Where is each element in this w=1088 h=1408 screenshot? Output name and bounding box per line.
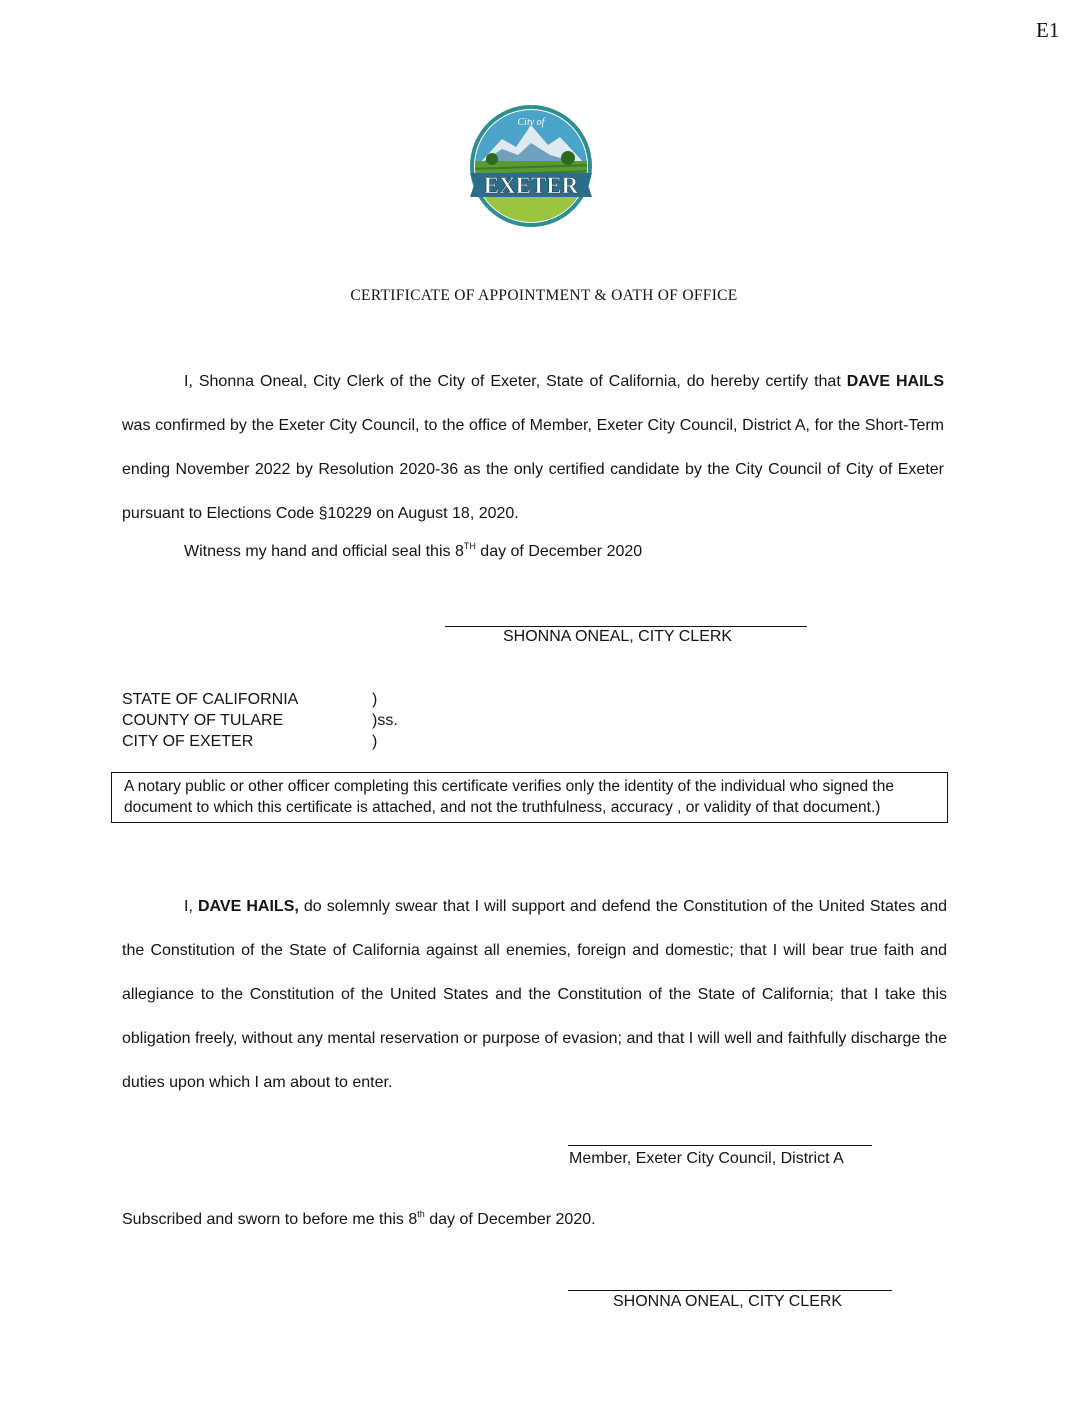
notary-signer-label: SHONNA ONEAL, CITY CLERK — [613, 1293, 843, 1310]
clerk-signature-line — [445, 626, 807, 627]
city-of-exeter-logo — [468, 103, 594, 229]
venue-row-city: CITY OF EXETER ) — [122, 733, 378, 750]
venue-row-state: STATE OF CALIFORNIA ) — [122, 691, 378, 708]
venue-block — [122, 689, 398, 752]
logo-top-text: City of — [517, 117, 545, 128]
logo-name: EXETER — [483, 173, 579, 198]
witness-statement: Witness my hand and official seal this 8TH day of December 2020 — [184, 541, 643, 560]
notary-signature-line — [568, 1290, 892, 1291]
oath-paragraph: I, DAVE HAILS, do solemnly swear that I will support and defend the Constitution of the United States and the Constitution of the State of California against all enemies, foreign and domestic; that I will bear true faith and allegiance to the Constitution of the United States and the Constitution of the State of California; that I take this obligation freely, without any mental reservation or purpose of evasion; and that I will well and faithfully discharge the duties upon which I am about to enter. — [122, 898, 947, 1091]
member-signature-line — [568, 1145, 872, 1146]
subscribed-statement: Subscribed and sworn to before me this 8th day of December 2020. — [122, 1209, 596, 1228]
appointee-name: DAVE HAILS — [846, 373, 944, 390]
document-title: CERTIFICATE OF APPOINTMENT & OATH OF OFFICE — [350, 287, 738, 304]
member-signer-label: Member, Exeter City Council, District A — [569, 1150, 844, 1167]
notary-notice-box: A notary public or other officer completing this certificate verifies only the identity of the individual who signed the document to which this certificate is attached, and not the truthfulness, accuracy , or validity of that document.) — [111, 772, 948, 823]
venue-row-county: COUNTY OF TULARE )ss. — [122, 712, 398, 729]
clerk-signer-label: SHONNA ONEAL, CITY CLERK — [503, 628, 733, 645]
oath-taker-name: DAVE HAILS, — [198, 898, 299, 915]
certification-paragraph: I, Shonna Oneal, City Clerk of the City of Exeter, State of California, do hereby certify that DAVE HAILS was confirmed by the Exeter City Council, to the office of Member, Exeter City Council, District A, for the Short-Term ending November 2022 by Resolution 2020-36 as the only certified candidate by the City Council of City of Exeter pursuant to Elections Code §10229 on August 18, 2020. — [122, 373, 944, 522]
page-id: E1 — [1036, 18, 1060, 42]
